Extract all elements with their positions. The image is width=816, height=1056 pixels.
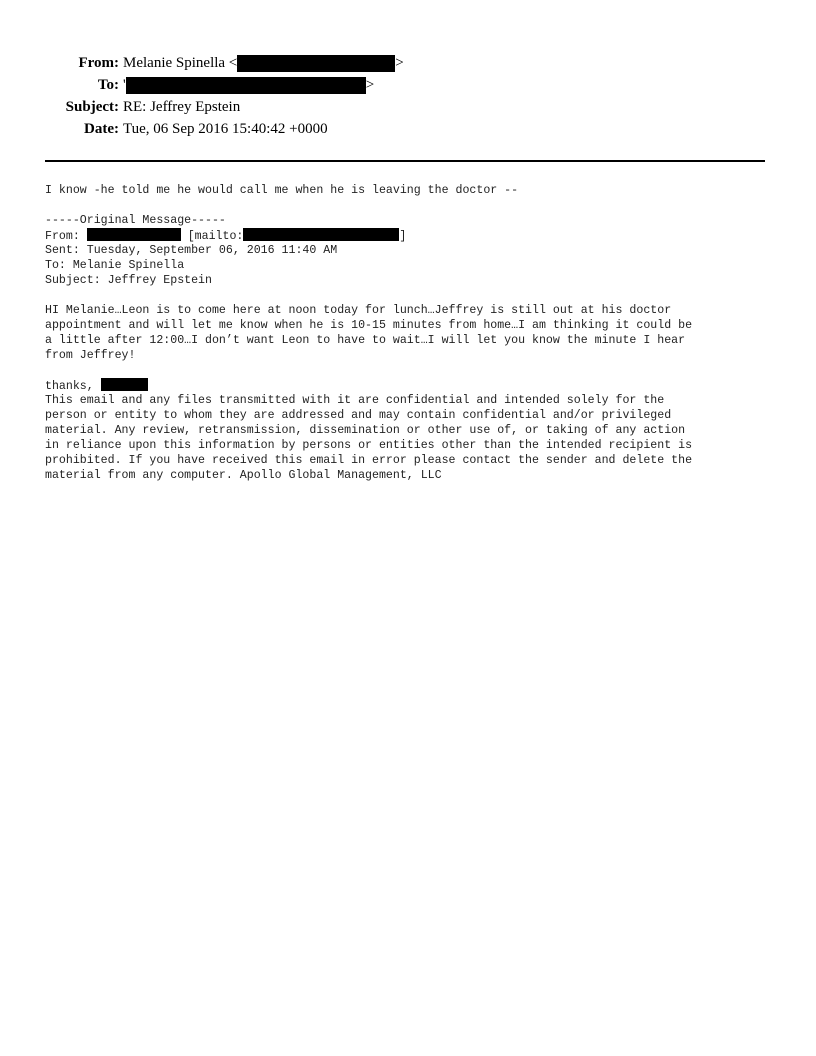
redacted-orig-sender [87,228,181,241]
redacted-to-address [126,77,366,94]
disclaimer-line: material. Any review, retransmission, dissemination or other use of, or taking of any action [45,424,686,437]
redacted-signature-name [101,378,148,391]
to-open: ' [123,77,126,93]
message-line: a little after 12:00…I don’t want Leon to have to wait…I will let you know the minute I hear [45,334,686,347]
message-line: HI Melanie…Leon is to come here at noon today for lunch…Jeffrey is still out at his doctor [45,304,672,317]
date-line [0,118,328,140]
disclaimer-line: prohibited. If you have received this email in error please contact the sender and delete the [45,454,693,467]
orig-mailto-open: [mailto: [180,230,244,243]
to-line [0,74,374,96]
orig-from-line [45,228,406,244]
subject-text: RE: Jeffrey Epstein [123,99,241,115]
disclaimer-line: person or entity to whom they are addressed and may contain confidential and/or privileged [45,409,672,422]
disclaimer-line: in reliance upon this information by persons or entities other than the intended recipient is [45,439,693,452]
from-line [0,52,404,74]
from-name: Melanie Spinella < [123,55,238,71]
orig-subject: Subject: Jeffrey Epstein [45,274,212,287]
reply-text: I know -he told me he would call me when he is leaving the doctor -- [45,184,519,197]
orig-mailto-close: ] [399,230,407,243]
from-close: > [395,55,404,71]
to-label: To: [97,77,119,93]
orig-from-label: From: [45,230,87,243]
redacted-orig-email [243,228,399,241]
date-label: Date: [84,121,119,137]
from-label: From: [78,55,119,71]
subject-label: Subject: [65,99,119,115]
header-divider [45,160,765,162]
to-close: > [365,77,375,93]
original-message-marker: -----Original Message----- [45,214,226,227]
disclaimer-line: This email and any files transmitted with it are confidential and intended solely for the [45,394,665,407]
orig-sent: Sent: Tuesday, September 06, 2016 11:40 AM [45,244,338,257]
message-line: from Jeffrey! [45,349,136,362]
thanks-text: thanks, [45,380,101,393]
disclaimer-line: material from any computer. Apollo Global Management, LLC [45,469,442,482]
thanks-line [45,378,148,394]
redacted-from-email [237,55,395,72]
date-text: Tue, 06 Sep 2016 15:40:42 +0000 [123,121,328,137]
orig-to: To: Melanie Spinella [45,259,185,272]
message-line: appointment and will let me know when he is 10-15 minutes from home…I am thinking it could be [45,319,693,332]
subject-line [0,96,240,118]
